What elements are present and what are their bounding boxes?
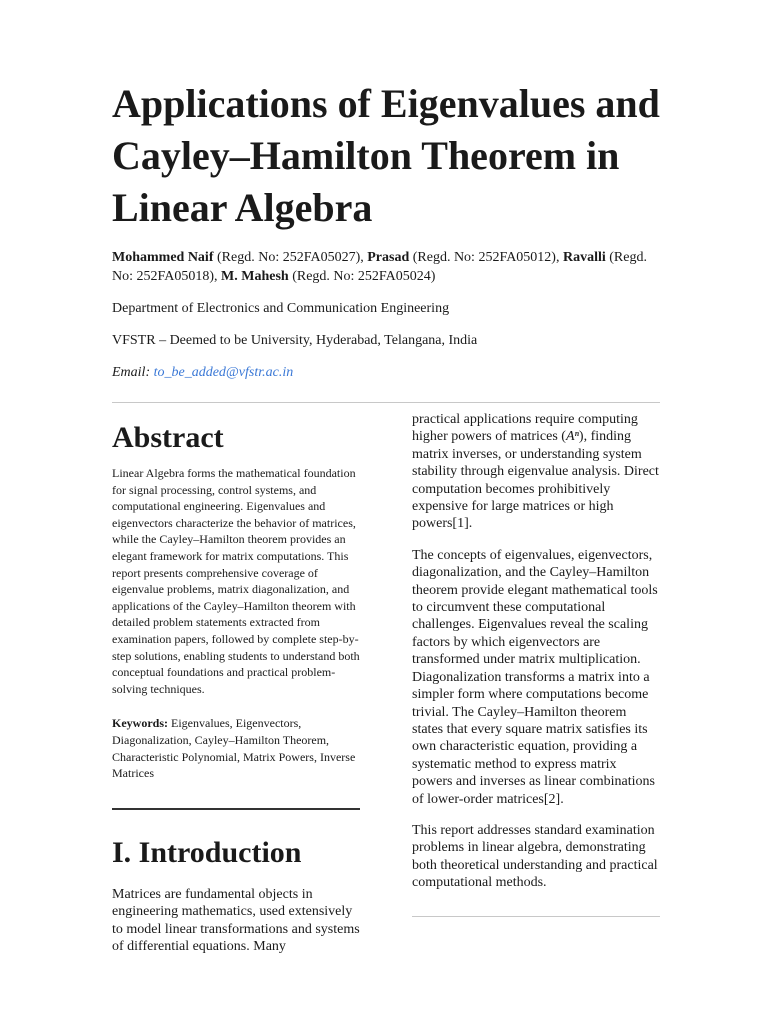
- introduction-heading: I. Introduction: [112, 835, 302, 869]
- keywords-list: Eigenvalues, Eigenvectors, Diagonalization, Cayley–Hamilton Theorem, Characteristic Polynomial, Matrix Powers, Inverse Matrices: [112, 716, 356, 781]
- abstract-text: Linear Algebra forms the mathematical foundation for signal processing, control systems, and computational engineering. Eigenvalues and eigenvectors characterize the behavior of matrices, while the Cayley–Hamilton theorem provides an elegant framework for matrix computations. This report presents comprehensive coverage of eigenvalue problems, matrix diagonalization, and applications of the Cayley–Hamilton theorem with detailed problem statements extracted from examination papers, followed by complete step-by-step solutions, enabling students to understand both conceptual foundations and practical problem-solving techniques.: [112, 466, 360, 696]
- email-label: Email:: [112, 365, 151, 380]
- author-list: [112, 248, 660, 286]
- abstract-heading: Abstract: [112, 421, 224, 454]
- divider: [412, 916, 660, 917]
- keywords-label: Keywords:: [112, 716, 168, 731]
- author-name: M. Mahesh: [221, 269, 289, 284]
- author-regd: (Regd. No: 252FA05018),: [112, 250, 647, 284]
- two-column-body: [112, 403, 660, 969]
- text: ), finding matrix inverses, or understanding system stability through eigenvalue analysis. Direct computation becomes prohibitively expensive for large matrices or high powers[1].: [412, 429, 659, 532]
- author-name: Mohammed Naif: [112, 250, 214, 265]
- email-line: [112, 364, 660, 382]
- author-name: Ravalli: [562, 250, 606, 265]
- department: Department of Electronics and Communication Engineering: [112, 301, 450, 316]
- intro-paragraph: The concepts of eigenvalues, eigenvectors, diagonalization, and the Cayley–Hamilton theorem provide elegant mathematical tools to circumvent these computational challenges. Eigenvalues reveal the scaling factors by which eigenvectors are transformed under matrix multiplication. Diagonalization transforms a matrix into a simpler form where computations become trivial. The Cayley–Hamilton theorem states that every square matrix satisfies its own characteristic equation, providing a systematic method to express matrix powers and inverses as linear combinations of lower-order matrices[2].: [412, 547, 658, 807]
- keywords: [112, 715, 362, 781]
- intro-paragraph-continued: [412, 411, 660, 533]
- intro-paragraph: Matrices are fundamental objects in engineering mathematics, used extensively to model linear transformations and systems of differential equations. Many: [112, 886, 360, 954]
- university: VFSTR – Deemed to be University, Hyderabad, Telangana, India: [112, 333, 478, 348]
- email-link[interactable]: to_be_added@vfstr.ac.in: [153, 365, 294, 380]
- author-regd: (Regd. No: 252FA05024): [292, 269, 436, 284]
- author-name: Prasad: [367, 250, 410, 265]
- author-regd: (Regd. No: 252FA05012),: [412, 250, 560, 265]
- left-column: [112, 403, 362, 969]
- math-expression: Aⁿ: [565, 429, 579, 445]
- paper-title: Applications of Eigenvalues and Cayley–Hamilton Theorem in Linear Algebra: [112, 81, 660, 230]
- author-regd: (Regd. No: 252FA05027),: [217, 250, 364, 265]
- section-divider: [112, 808, 360, 810]
- intro-paragraph: This report addresses standard examination problems in linear algebra, demonstrating both theoretical understanding and practical computational methods.: [412, 822, 658, 891]
- right-column: [412, 403, 660, 969]
- text: practical applications require computing higher powers of matrices (: [412, 412, 638, 445]
